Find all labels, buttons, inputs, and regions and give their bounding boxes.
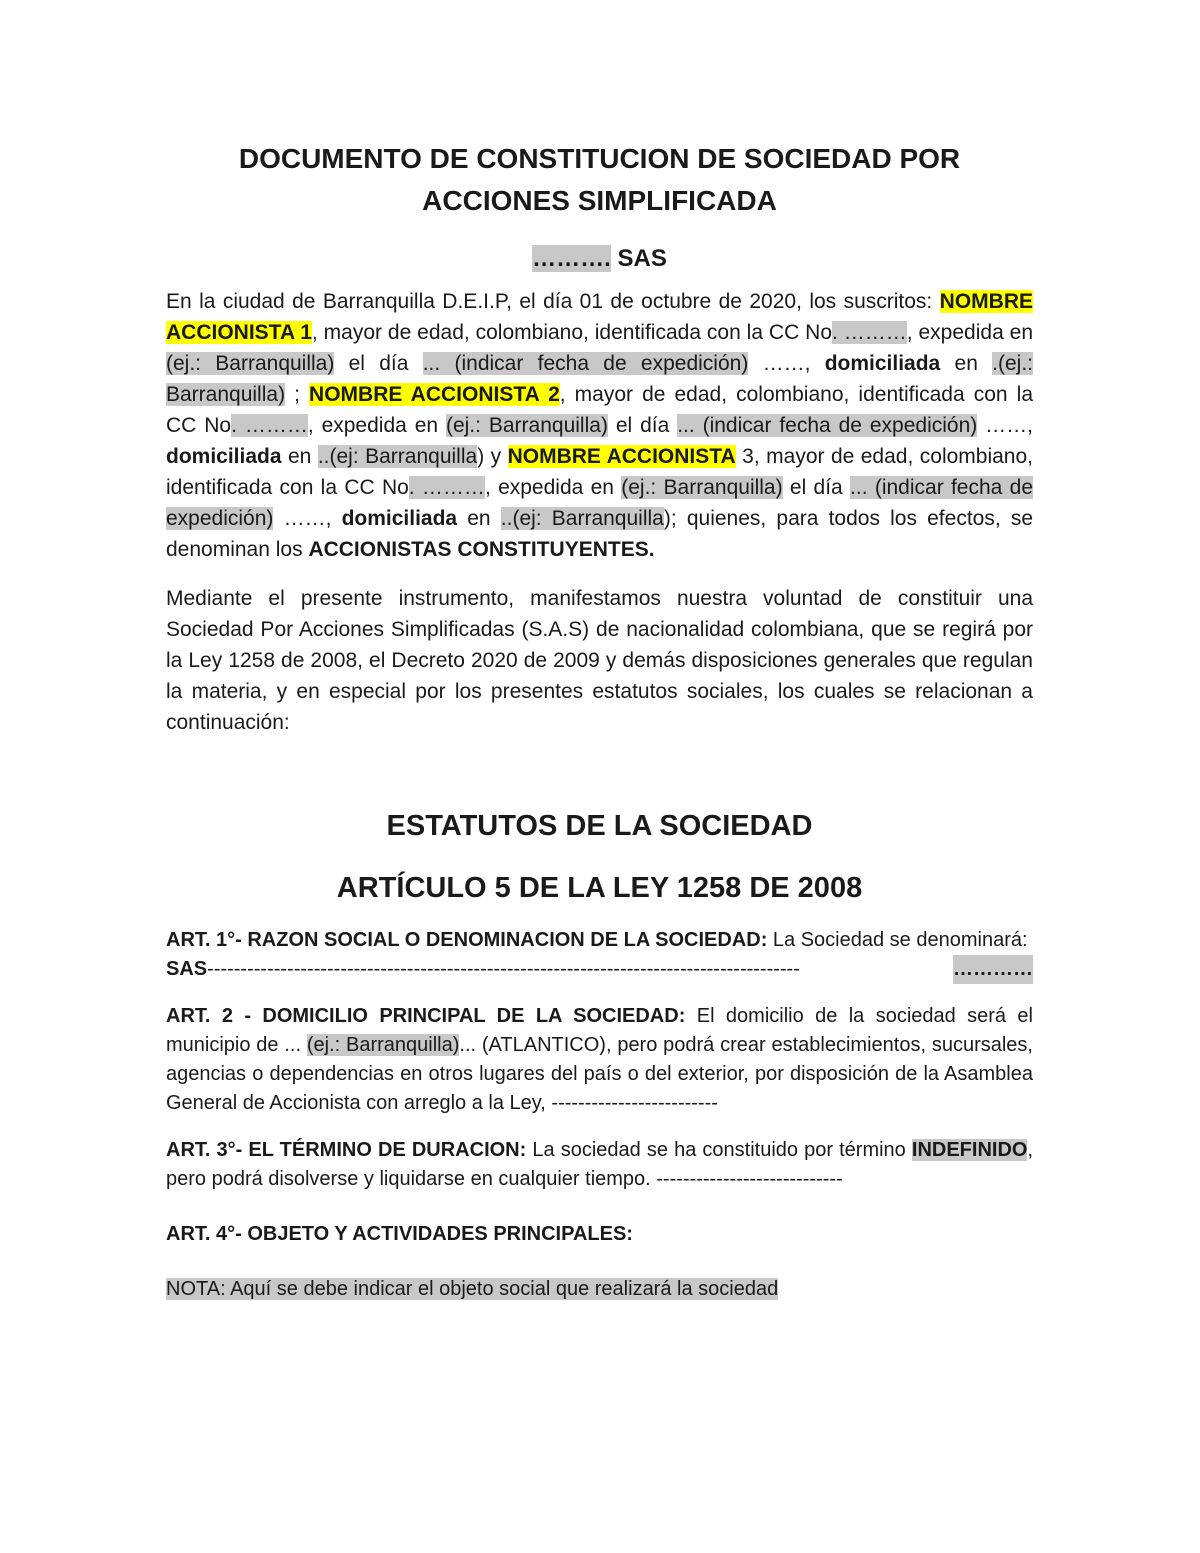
article-2 xyxy=(166,1002,1033,1118)
date-placeholder: ... (indicar fecha de expedición) xyxy=(422,352,749,375)
date-placeholder: ... (indicar fecha de expedición) xyxy=(677,414,978,437)
company-name-placeholder xyxy=(166,244,1033,274)
law-article-heading: ARTÍCULO 5 DE LA LEY 1258 DE 2008 xyxy=(336,872,863,904)
article-1-dashes: ----------------------------------------------------------------------------------------- xyxy=(207,958,800,980)
note xyxy=(166,1275,1033,1304)
text: , mayor de edad, colombiano, identificada con la CC No xyxy=(311,321,833,344)
article-1-sas: SAS xyxy=(166,958,208,980)
text: , expedida en xyxy=(906,321,1034,344)
text: en xyxy=(281,445,318,468)
domicile-label: domiciliada xyxy=(824,352,941,375)
company-name-dots: ………. xyxy=(532,245,611,272)
article-1-title: ART. 1°- RAZON SOCIAL O DENOMINACION DE LA SOCIEDAD: xyxy=(166,929,768,951)
shareholder-3-name: NOMBRE ACCIONISTA xyxy=(507,445,736,468)
city-placeholder: .(ej.: Barranquilla) xyxy=(166,352,1033,406)
article-1-text: La Sociedad se denominará: xyxy=(767,929,1028,951)
title-line-2: ACCIONES SIMPLIFICADA xyxy=(422,185,777,216)
shareholder-2-name: NOMBRE ACCIONISTA 2 xyxy=(309,383,560,406)
text: ); quienes, para todos los efectos, se denominan los xyxy=(166,507,1034,561)
text: el día xyxy=(607,414,678,437)
city-placeholder: (ej.: Barranquilla) xyxy=(166,352,335,375)
company-name-sas: SAS xyxy=(610,245,667,272)
domicile-label: domiciliada xyxy=(341,507,458,530)
article-3-text: La sociedad se ha constituido por término xyxy=(526,1139,912,1161)
text: ……, xyxy=(273,507,342,530)
article-1-dots: ………… xyxy=(953,955,1033,984)
text: , mayor de edad, colombiano, identificada con la CC No xyxy=(166,383,1033,437)
city-placeholder: (ej.: Barranquilla) xyxy=(621,476,783,499)
title-line-1: DOCUMENTO DE CONSTITUCION DE SOCIEDAD POR xyxy=(238,143,961,174)
date-placeholder: ... (indicar fecha de expedición) xyxy=(166,476,1033,530)
city-placeholder: (ej.: Barranquilla) xyxy=(445,414,608,437)
text: En la ciudad de Barranquilla D.E.I.P, el día 01 de octubre de 2020, los suscritos: xyxy=(166,290,940,313)
id-placeholder: . ……… xyxy=(832,321,907,344)
text: el día xyxy=(782,476,851,499)
text: , expedida en xyxy=(484,476,622,499)
article-4-title: ART. 4°- OBJETO Y ACTIVIDADES PRINCIPALES: xyxy=(166,1223,633,1245)
purpose-paragraph: Mediante el presente instrumento, manifestamos nuestra voluntad de constituir una Sociedad Por Acciones Simplificadas (S.A.S) de nacionalidad colombiana, que se regirá por la Ley 1258 de 2008, el Decreto 2020 de 2009 y demás disposiciones generales que regulan la materia, y en especial por los presentes estatutos sociales, los cuales se relacionan a continuación: xyxy=(166,587,1033,734)
founding-shareholders-label: ACCIONISTAS CONSTITUYENTES. xyxy=(308,538,655,561)
note-text: NOTA: Aquí se debe indicar el objeto social que realizará la sociedad xyxy=(166,1278,779,1300)
article-4 xyxy=(166,1220,1033,1249)
shareholder-1-name: NOMBRE ACCIONISTA 1 xyxy=(166,290,1033,344)
text: ) y xyxy=(477,445,508,468)
text: ……, xyxy=(748,352,825,375)
text: , expedida en xyxy=(307,414,446,437)
article-2-text: ... (ATLANTICO), pero podrá crear establecimientos, sucursales, agencias o dependencias en otros lugares del país o del exterior, por disposición de la Asamblea General de Accionista con arreglo a la Ley, ------------------------- xyxy=(166,1034,1033,1114)
document-title xyxy=(166,138,1033,222)
intro-paragraph xyxy=(166,286,1033,565)
article-2-title: ART. 2 - DOMICILIO PRINCIPAL DE LA SOCIEDAD: xyxy=(166,1005,686,1027)
bylaws-heading: ESTATUTOS DE LA SOCIEDAD xyxy=(386,810,813,842)
term-indefinite: INDEFINIDO xyxy=(911,1139,1028,1161)
text: el día xyxy=(334,352,423,375)
id-placeholder: . ……… xyxy=(231,414,308,437)
id-placeholder: . ……… xyxy=(408,476,485,499)
text: ……, xyxy=(977,414,1034,437)
document-body xyxy=(166,138,1033,1304)
city-placeholder: ..(ej: Barranquilla xyxy=(317,445,478,468)
text: en xyxy=(940,352,993,375)
city-placeholder: (ej.: Barranquilla) xyxy=(306,1034,460,1056)
city-placeholder: ..(ej: Barranquilla xyxy=(500,507,664,530)
article-3 xyxy=(166,1136,1033,1194)
text: en xyxy=(457,507,501,530)
article-3-text: , pero podrá disolverse y liquidarse en cualquier tiempo. ---------------------------- xyxy=(166,1139,1034,1190)
article-2-text: El domicilio de la sociedad será el municipio de ... xyxy=(166,1005,1033,1056)
article-1 xyxy=(166,926,1033,984)
text: 3, mayor de edad, colombiano, identificada con la CC No xyxy=(166,445,1033,499)
domicile-label: domiciliada xyxy=(166,445,282,468)
article-3-title: ART. 3°- EL TÉRMINO DE DURACION: xyxy=(166,1139,527,1161)
text: ; xyxy=(285,383,310,406)
